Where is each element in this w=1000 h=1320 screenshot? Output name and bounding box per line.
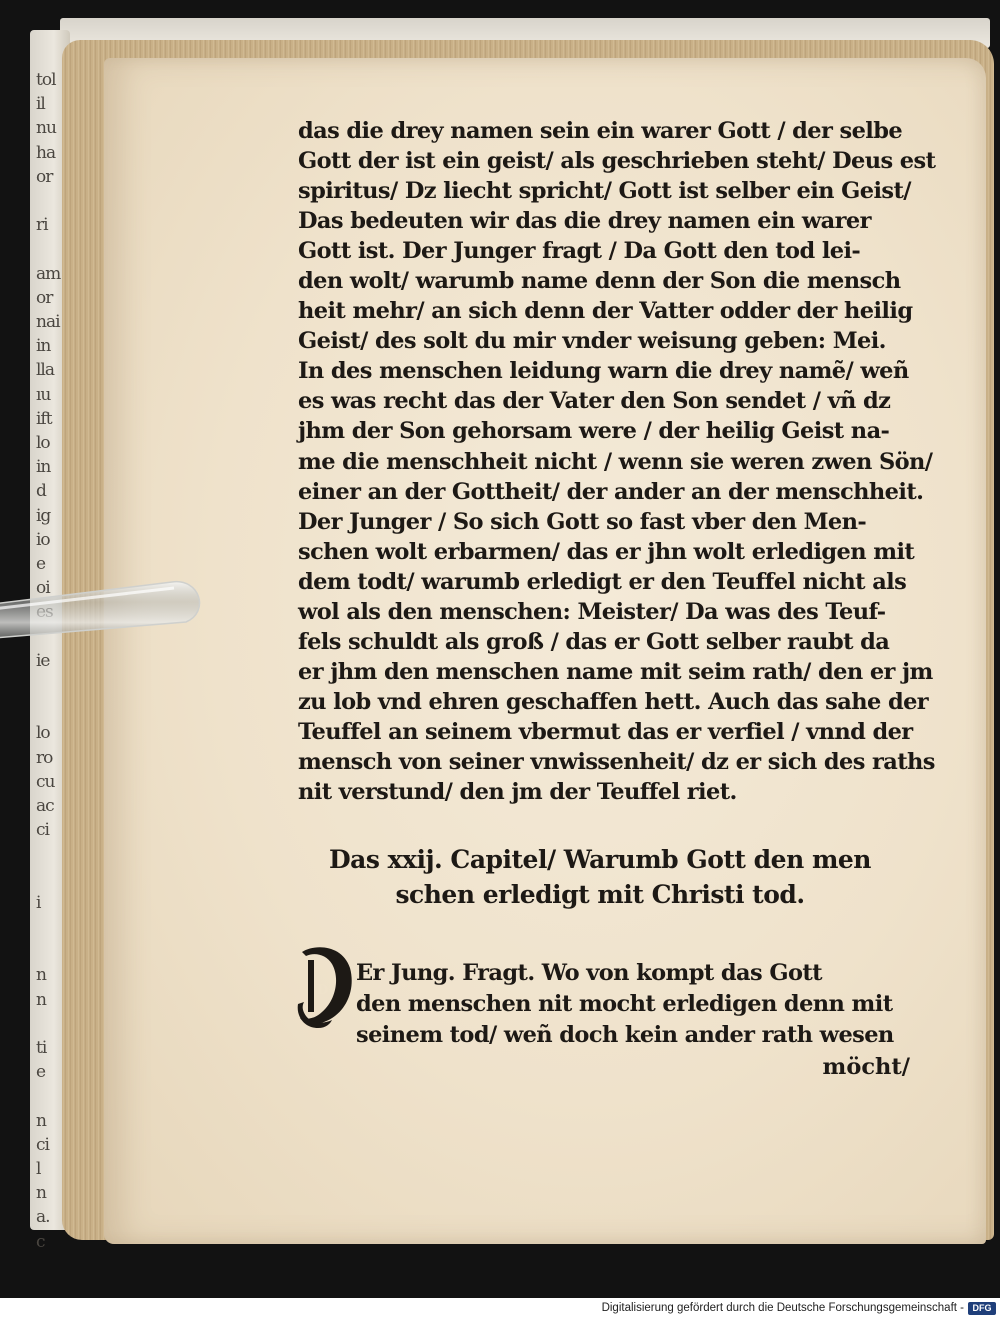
left-leaf-fragment: or xyxy=(36,287,53,308)
left-leaf-fragment: or xyxy=(36,166,53,187)
text-line: Der Junger / So sich Gott so fast vber den Men- xyxy=(298,508,867,535)
text-line: Teuffel an seinem vbermut das er verfiel / vnnd der xyxy=(298,718,913,745)
left-leaf-fragment: ıu xyxy=(36,384,51,405)
text-line: den wolt/ warumb name denn der Son die mensch xyxy=(298,268,901,295)
left-leaf-fragment: e xyxy=(36,554,46,574)
left-leaf-fragment: i xyxy=(36,892,41,913)
left-leaf-fragment: n xyxy=(36,1183,46,1204)
left-leaf-fragment: lla xyxy=(36,360,55,381)
left-leaf-fragment: nu xyxy=(36,118,56,139)
left-leaf-fragment: ri xyxy=(36,215,48,236)
text-line: den menschen nit mocht erledigen denn mit xyxy=(356,991,893,1017)
text-line: fels schuldt als groß / das er Gott selber raubt da xyxy=(298,628,890,655)
catchword: möcht/ xyxy=(822,1054,910,1080)
left-leaf-fragment: cu xyxy=(36,771,55,792)
funding-credit: Digitalisierung gefördert durch die Deutsche Forschungsgemeinschaft - xyxy=(601,1302,964,1314)
left-leaf-fragment: ift xyxy=(36,408,52,429)
left-leaf-fragment: lo xyxy=(36,433,50,453)
text-line: heit mehr/ an sich denn der Vatter odder der heilig xyxy=(298,298,913,325)
left-leaf-fragment: a. xyxy=(36,1207,50,1228)
text-line: nit verstund/ den jm der Teuffel riet. xyxy=(298,779,737,806)
left-leaf-fragment: l xyxy=(36,1159,41,1179)
left-leaf-fragment: n xyxy=(36,1110,46,1131)
text-line: seinem tod/ weñ doch kein ander rath wesen xyxy=(356,1022,894,1048)
left-leaf-fragment: ie xyxy=(36,650,50,671)
left-leaf-fragment: am xyxy=(36,263,61,284)
text-line: Das bedeuten wir das die drey namen ein warer xyxy=(298,208,871,235)
left-leaf-fragment: ci xyxy=(36,820,49,841)
chapter-heading-line: schen erledigt mit Christi tod. xyxy=(395,880,805,909)
left-leaf-fragment: io xyxy=(36,529,50,550)
text-line: spiritus/ Dz liecht spricht/ Gott ist selber ein Geist/ xyxy=(298,178,911,205)
drop-cap-initial xyxy=(294,942,356,1030)
text-line: dem todt/ warumb erledigt er den Teuffel nicht als xyxy=(298,568,907,595)
left-leaf-fragment: lo xyxy=(36,723,50,744)
left-leaf-fragment: d xyxy=(36,481,46,502)
left-leaf-fragment: ig xyxy=(36,505,51,526)
chapter-text xyxy=(356,958,916,1051)
text-line: schen wolt erbarmen/ das er jhn wolt erledigen mit xyxy=(298,538,915,565)
body-text xyxy=(298,116,936,807)
text-line: me die menschheit nicht / wenn sie weren zwen Sön/ xyxy=(298,448,933,475)
left-leaf-fragment: e xyxy=(36,1062,46,1083)
footer-bar xyxy=(0,1298,1000,1320)
text-line: In des menschen leidung warn die drey namẽ/ weñ xyxy=(298,358,909,385)
text-line: das die drey namen sein ein warer Gott / der selbe xyxy=(298,118,903,144)
left-leaf-fragment: il xyxy=(36,94,45,115)
chapter-heading-line: Das xxij. Capitel/ Warumb Gott den men xyxy=(329,845,871,874)
left-leaf-fragment: oi xyxy=(36,578,50,599)
left-leaf-fragment: n xyxy=(36,965,46,986)
text-line: zu lob vnd ehren geschaffen hett. Auch das sahe der xyxy=(298,688,929,715)
left-leaf-fragment: c xyxy=(36,1231,45,1252)
text-line: mensch von seiner vnwissenheit/ dz er sich des raths xyxy=(298,748,935,775)
left-leaf-fragment: ti xyxy=(36,1038,47,1058)
chapter-heading xyxy=(300,842,900,912)
text-line: jhm der Son gehorsam were / der heilig Geist na- xyxy=(298,418,890,445)
text-line: einer an der Gottheit/ der ander an der menschheit. xyxy=(298,478,924,505)
left-leaf-fragment: ci xyxy=(36,1134,49,1155)
text-line: er jhm den menschen name mit seim rath/ den er jm xyxy=(298,658,933,685)
text-line: Gott der ist ein geist/ als geschrieben steht/ Deus est xyxy=(298,148,936,175)
drop-cap-letter: D xyxy=(317,983,329,998)
left-leaf-fragment: in xyxy=(36,336,51,357)
left-leaf-fragment: n xyxy=(36,989,46,1010)
text-line: Er Jung. Fragt. Wo von kompt das Gott xyxy=(356,960,822,986)
text-line: es was recht das der Vater den Son sendet / vñ dz xyxy=(298,388,891,415)
left-leaf-fragment: ac xyxy=(36,796,54,816)
left-leaf-fragment: in xyxy=(36,457,51,478)
text-line: Geist/ des solt du mir vnder weisung geben: Mei. xyxy=(298,328,886,355)
dfg-logo: DFG xyxy=(968,1302,996,1315)
left-leaf-fragment: ha xyxy=(36,142,56,163)
glass-page-weight-rod xyxy=(0,578,204,642)
left-leaf-fragment: ro xyxy=(36,747,53,768)
left-leaf-fragment: tol xyxy=(36,70,56,90)
text-line: wol als den menschen: Meister/ Da was des Teuf- xyxy=(298,598,886,625)
left-leaf-fragment: nai xyxy=(36,312,60,332)
text-line: Gott ist. Der Junger fragt / Da Gott den tod lei- xyxy=(298,238,861,265)
